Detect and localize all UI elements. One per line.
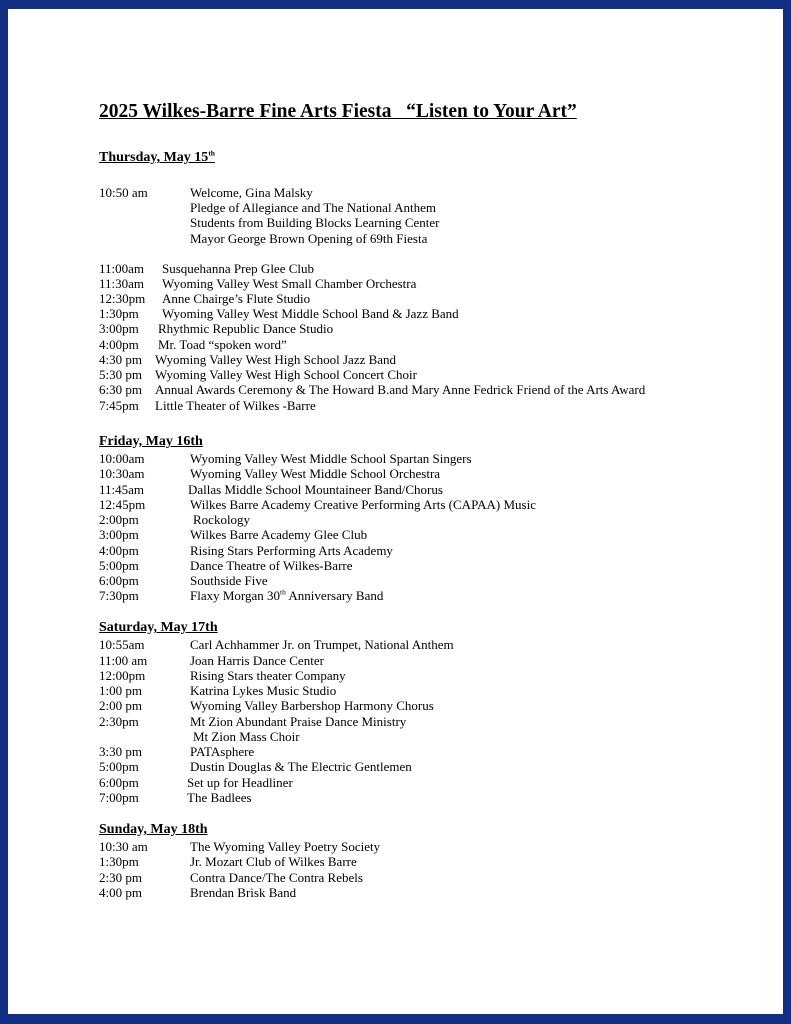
schedule-event: Wilkes Barre Academy Glee Club [190, 527, 368, 542]
day-heading-saturday: Saturday, May 17th [99, 620, 218, 635]
schedule-time: 1:30pm [99, 306, 139, 321]
schedule-event: Susquehanna Prep Glee Club [162, 261, 315, 276]
schedule-event: Southside Five [190, 573, 268, 588]
schedule-event: The Badlees [187, 790, 252, 805]
schedule-event: Wyoming Valley West Middle School Band & Jazz Band [162, 306, 459, 321]
schedule-event: Dallas Middle School Mountaineer Band/Chorus [188, 482, 443, 497]
schedule-time: 10:30am [99, 466, 145, 481]
schedule-event: Contra Dance/The Contra Rebels [190, 870, 363, 885]
schedule-time: 3:00pm [99, 527, 139, 542]
schedule-time: 2:00 pm [99, 698, 142, 713]
schedule-event: Mayor George Brown Opening of 69th Fiesta [190, 231, 428, 246]
schedule-event: Carl Achhammer Jr. on Trumpet, National Anthem [190, 637, 454, 652]
schedule-time: 2:00pm [99, 512, 139, 527]
schedule-time: 4:30 pm [99, 352, 142, 367]
document-page [8, 9, 783, 1014]
schedule-event: Rhythmic Republic Dance Studio [158, 321, 334, 336]
schedule-event: Jr. Mozart Club of Wilkes Barre [190, 854, 357, 869]
schedule-event: Rockology [193, 512, 251, 527]
schedule-time: 1:30pm [99, 854, 139, 869]
schedule-event: Mr. Toad “spoken word” [158, 337, 287, 352]
schedule-time: 12:45pm [99, 497, 146, 512]
schedule-time: 10:50 am [99, 185, 148, 200]
schedule-time: 2:30 pm [99, 870, 142, 885]
schedule-event-text: Flaxy Morgan 30 [190, 588, 281, 603]
schedule-time: 2:30pm [99, 714, 139, 729]
schedule-event: Set up for Headliner [187, 775, 293, 790]
schedule-time: 7:45pm [99, 398, 139, 413]
schedule-event-text-end: Anniversary Band [285, 588, 384, 603]
schedule-time: 6:30 pm [99, 382, 142, 397]
schedule-time: 11:00am [99, 261, 145, 276]
schedule-time: 11:30am [99, 276, 145, 291]
schedule-time: 10:30 am [99, 839, 148, 854]
schedule-time: 6:00pm [99, 775, 139, 790]
schedule-event: Mt Zion Abundant Praise Dance Ministry [190, 714, 407, 729]
schedule-time: 4:00 pm [99, 885, 142, 900]
schedule-time: 11:00 am [99, 653, 148, 668]
schedule-time: 7:00pm [99, 790, 139, 805]
schedule-event: Mt Zion Mass Choir [193, 729, 300, 744]
schedule-event: Katrina Lykes Music Studio [190, 683, 337, 698]
schedule-event: Wyoming Valley West High School Concert Choir [155, 367, 417, 382]
schedule-event: Dance Theatre of Wilkes-Barre [190, 558, 353, 573]
schedule-event: Pledge of Allegiance and The National Anthem [190, 200, 436, 215]
schedule-event: PATAsphere [190, 744, 255, 759]
schedule-event: Welcome, Gina Malsky [190, 185, 313, 200]
schedule-event: Wilkes Barre Academy Creative Performing Arts (CAPAA) Music [190, 497, 536, 512]
schedule-event [190, 588, 383, 603]
schedule-time: 6:00pm [99, 573, 139, 588]
day-heading-thursday [99, 150, 215, 166]
ordinal-suffix: th [280, 587, 286, 597]
schedule-time: 5:00pm [99, 759, 139, 774]
day-heading-thursday-suffix: th [208, 148, 215, 158]
schedule-time: 7:30pm [99, 588, 139, 603]
schedule-event: Dustin Douglas & The Electric Gentlemen [190, 759, 412, 774]
schedule-event: Wyoming Valley Barbershop Harmony Chorus [190, 698, 434, 713]
schedule-time: 5:00pm [99, 558, 139, 573]
schedule-time: 3:00pm [99, 321, 139, 336]
schedule-event: Brendan Brisk Band [190, 885, 297, 900]
schedule-time: 1:00 pm [99, 683, 142, 698]
schedule-event: Joan Harris Dance Center [190, 653, 324, 668]
schedule-event: Rising Stars Performing Arts Academy [190, 543, 393, 558]
schedule-time: 5:30 pm [99, 367, 142, 382]
schedule-time: 12:00pm [99, 668, 146, 683]
day-heading-sunday: Sunday, May 18th [99, 822, 208, 837]
schedule-time: 4:00pm [99, 337, 139, 352]
schedule-event: Wyoming Valley West Middle School Spartan Singers [190, 451, 472, 466]
schedule-time: 12:30pm [99, 291, 146, 306]
schedule-time: 10:00am [99, 451, 145, 466]
schedule-event: Students from Building Blocks Learning Center [190, 215, 440, 230]
day-heading-thursday-text: Thursday, May 15 [99, 150, 209, 165]
schedule-time: 4:00pm [99, 543, 139, 558]
schedule-event: Rising Stars theater Company [190, 668, 346, 683]
day-heading-friday: Friday, May 16th [99, 434, 203, 449]
schedule-time: 3:30 pm [99, 744, 142, 759]
schedule-event: Wyoming Valley West High School Jazz Band [155, 352, 397, 367]
page-title: 2025 Wilkes-Barre Fine Arts Fiesta “Listen to Your Art” [99, 101, 577, 122]
schedule-event: The Wyoming Valley Poetry Society [190, 839, 381, 854]
schedule-event: Annual Awards Ceremony & The Howard B.and Mary Anne Fedrick Friend of the Arts Award [155, 382, 646, 397]
schedule-time: 11:45am [99, 482, 145, 497]
schedule-event: Anne Chairge’s Flute Studio [162, 291, 311, 306]
schedule-event: Wyoming Valley West Middle School Orchestra [190, 466, 441, 481]
schedule-event: Little Theater of Wilkes -Barre [155, 398, 316, 413]
schedule-event: Wyoming Valley West Small Chamber Orchestra [162, 276, 417, 291]
schedule-time: 10:55am [99, 637, 145, 652]
